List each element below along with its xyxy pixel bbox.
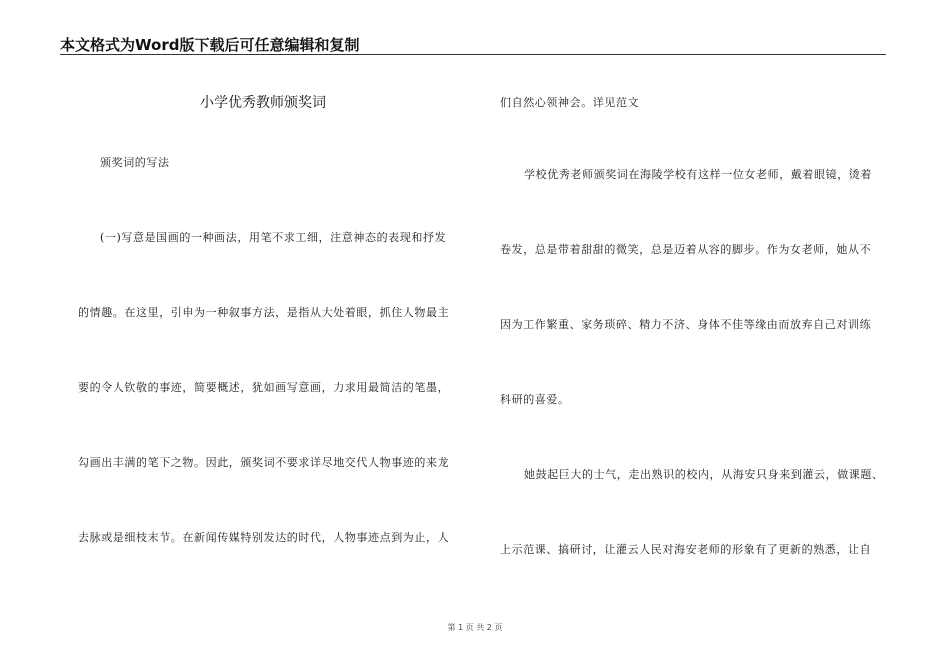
page-footer: 第 1 页 共 2 页 xyxy=(447,623,503,632)
right-line-4: 因为工作繁重、家务琐碎、精力不济、身体不佳等缘由而放弃自己对训练 xyxy=(500,318,872,331)
left-line-4: 要的令人钦敬的事迹，简要概述，犹如画写意画，力求用最简洁的笔墨， xyxy=(78,381,450,394)
right-line-1: 们自然心领神会。详见范文 xyxy=(500,96,640,109)
document-title: 小学优秀教师颁奖词 xyxy=(200,95,326,111)
left-line-1: 颁奖词的写法 xyxy=(100,156,170,169)
header-text: 本文格式为Word版下载后可任意编辑和复制 xyxy=(60,36,360,54)
left-line-3: 的情趣。在这里，引申为一种叙事方法，是指从大处着眼，抓住人物最主 xyxy=(78,306,450,319)
right-line-6: 她鼓起巨大的士气，走出熟识的校内，从海安只身来到灌云，做课题、 xyxy=(524,468,884,481)
right-line-3: 卷发，总是带着甜甜的微笑，总是迈着从容的脚步。作为女老师，她从不 xyxy=(500,243,872,256)
left-line-6: 去脉或是细枝末节。在新闻传媒特别发达的时代，人物事迹点到为止，人 xyxy=(78,531,450,544)
page-header xyxy=(60,30,886,55)
left-line-2: (一)写意是国画的一种画法，用笔不求工细，注意神态的表现和抒发 xyxy=(100,231,447,244)
right-line-7: 上示范课、搞研讨，让灌云人民对海安老师的形象有了更新的熟悉，让自 xyxy=(500,543,872,556)
right-line-5: 科研的喜爱。 xyxy=(500,393,570,406)
right-line-2: 学校优秀老师颁奖词在海陵学校有这样一位女老师，戴着眼镜，烫着 xyxy=(524,168,872,181)
left-line-5: 勾画出丰满的笔下之物。因此，颁奖词不要求详尽地交代人物事迹的来龙 xyxy=(78,456,450,469)
